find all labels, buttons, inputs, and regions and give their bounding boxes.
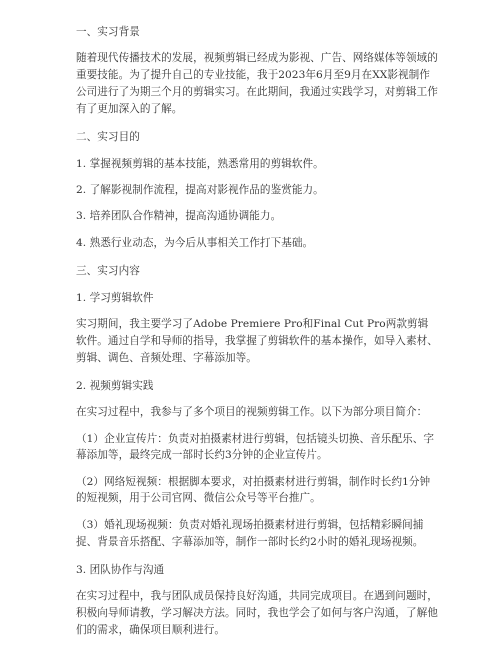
project-item: （1）企业宣传片：负责对拍摄素材进行剪辑，包括镜头切换、音乐配乐、字幕添加等，最终完成一部时长约3分钟的企业宣传片。 — [76, 432, 435, 462]
purpose-item: 4. 熟悉行业动态，为今后从事相关工作打下基础。 — [76, 236, 314, 249]
purpose-item: 2. 了解影视制作流程，提高对影视作品的鉴赏能力。 — [76, 184, 324, 197]
purpose-item: 1. 掌握视频剪辑的基本技能，熟悉常用的剪辑软件。 — [76, 157, 324, 170]
section-heading-purpose: 二、实习目的 — [76, 131, 140, 144]
document-body — [76, 24, 438, 639]
background-paragraph: 随着现代传播技术的发展，视频剪辑已经成为影视、广告、网络媒体等领域的重要技能。为了提升自己的专业技能，我于2023年6月至9月在XX影视制作公司进行了为期三个月的剪辑实习。在此期间，我通过实践学习，对剪辑工作有了更加深入的了解。 — [76, 52, 438, 115]
subsection-title: 2. 视频剪辑实践 — [76, 379, 154, 392]
software-paragraph: 实习期间，我主要学习了Adobe Premiere Pro和Final Cut Pro两款剪辑软件。通过自学和导师的指导，我掌握了剪辑软件的基本操作，如导入素材、剪辑、调色、音频处理、字幕添加等。 — [76, 318, 438, 364]
purpose-item: 3. 培养团队合作精神，提高沟通协调能力。 — [76, 210, 282, 223]
project-item: （2）网络短视频：根据脚本要求，对拍摄素材进行剪辑，制作时长约1分钟的短视频，用于公司官网、微信公众号等平台推广。 — [76, 475, 431, 505]
practice-paragraph: 在实习过程中，我参与了多个项目的视频剪辑工作。以下为部分项目简介： — [76, 406, 428, 419]
subsection-title: 1. 学习剪辑软件 — [76, 291, 154, 304]
section-heading-content: 三、实习内容 — [76, 265, 140, 278]
subsection-title: 3. 团队协作与沟通 — [76, 563, 165, 576]
teamwork-paragraph: 在实习过程中，我与团队成员保持良好沟通，共同完成项目。在遇到问题时，积极向导师请教，学习解决方法。同时，我也学会了如何与客户沟通，了解他们的需求，确保项目顺利进行。 — [76, 590, 438, 636]
project-item: （3）婚礼现场视频：负责对婚礼现场拍摄素材进行剪辑，包括精彩瞬间捕捉、背景音乐搭配、字幕添加等，制作一部时长约2小时的婚礼现场视频。 — [76, 518, 424, 548]
section-heading-background: 一、实习背景 — [76, 26, 140, 38]
